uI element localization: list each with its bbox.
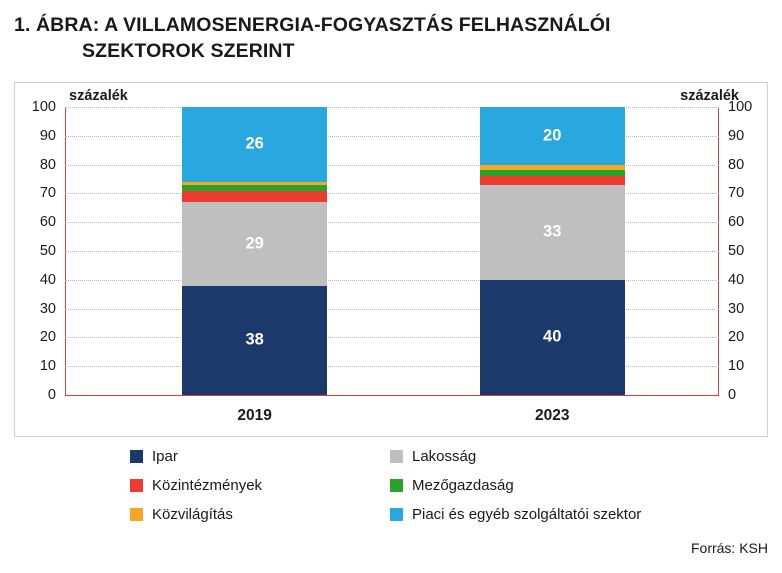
bar-value-label: 26 <box>245 134 264 153</box>
bar-segment <box>182 185 327 191</box>
legend-item <box>390 477 710 494</box>
x-axis-category-label: 2023 <box>534 407 570 424</box>
y-axis-tick-label-right: 90 <box>728 127 745 144</box>
y-axis-tick-label-right: 60 <box>728 213 745 230</box>
legend-swatch <box>130 479 143 492</box>
legend-item <box>130 477 390 494</box>
plot-area <box>31 98 753 424</box>
bar-segment <box>182 182 327 185</box>
legend-item <box>390 448 710 465</box>
source-note: Forrás: KSH <box>690 540 768 556</box>
chart-title-line-1: 1. ÁBRA: A VILLAMOSENERGIA-FOGYASZTÁS FELHASZNÁLÓI <box>14 14 611 36</box>
y-axis-unit-right: százalék <box>680 88 739 104</box>
bar-segment <box>480 280 625 395</box>
legend-swatch <box>390 450 403 463</box>
y-axis-tick-label-left: 70 <box>39 185 56 202</box>
legend-label: Lakosság <box>412 448 477 465</box>
y-axis-tick-label-left: 60 <box>39 213 56 230</box>
y-axis-tick-label-right: 70 <box>728 185 745 202</box>
bar-value-label: 40 <box>543 327 562 346</box>
y-axis-tick-label-left: 90 <box>39 127 56 144</box>
y-axis-tick-label-left: 10 <box>39 357 56 374</box>
legend-label: Piaci és egyéb szolgáltatói szektor <box>412 506 642 523</box>
y-axis-tick-label-right: 40 <box>728 271 745 288</box>
legend-label: Ipar <box>152 448 178 465</box>
bar-column <box>182 107 327 424</box>
legend-item <box>130 506 390 523</box>
y-axis-tick-label-right: 50 <box>728 242 745 259</box>
bar-segment <box>480 176 625 185</box>
y-axis-tick-label-right: 0 <box>728 386 737 403</box>
legend-swatch <box>130 508 143 521</box>
y-axis-tick-label-right: 20 <box>728 329 745 346</box>
bar-segment <box>480 107 625 165</box>
bar-value-label: 20 <box>543 126 562 145</box>
legend-item <box>130 448 390 465</box>
legend-label: Közvilágítás <box>152 506 233 523</box>
bar-column <box>480 107 625 424</box>
legend-swatch <box>130 450 143 463</box>
gridline <box>65 395 719 396</box>
legend-label: Közintézmények <box>152 477 263 494</box>
bar-segment <box>182 191 327 203</box>
bar-segment <box>480 185 625 280</box>
y-axis-tick-label-right: 10 <box>728 357 745 374</box>
y-axis-tick-label-left: 40 <box>39 271 56 288</box>
bar-segment <box>182 286 327 395</box>
x-axis-category-label: 2019 <box>237 407 272 424</box>
y-axis-unit-left: százalék <box>69 88 128 104</box>
y-axis-tick-label-right: 30 <box>728 300 745 317</box>
y-axis-tick-label-left: 100 <box>31 98 56 115</box>
chart-legend <box>130 448 710 523</box>
y-axis-tick-label-left: 30 <box>39 300 56 317</box>
y-axis-tick-label-left: 50 <box>39 242 56 259</box>
bar-segment <box>182 107 327 182</box>
y-axis-tick-label-left: 0 <box>47 386 56 403</box>
y-axis-tick-label-left: 20 <box>39 329 56 346</box>
y-axis-tick-label-right: 100 <box>728 98 753 115</box>
legend-swatch <box>390 508 403 521</box>
bar-segment <box>480 170 625 176</box>
chart-title <box>14 12 754 64</box>
bar-segment <box>182 202 327 286</box>
bar-value-label: 33 <box>543 222 562 241</box>
legend-swatch <box>390 479 403 492</box>
chart-area <box>14 82 768 437</box>
bar-value-label: 29 <box>245 234 264 253</box>
chart-title-line-2: SZEKTOROK SZERINT <box>82 40 295 62</box>
bar-value-label: 38 <box>245 330 264 349</box>
bar-segment <box>480 165 625 171</box>
y-axis-tick-label-right: 80 <box>728 156 745 173</box>
y-axis-tick-label-left: 80 <box>39 156 56 173</box>
legend-item <box>390 506 710 523</box>
legend-label: Mezőgazdaság <box>412 477 514 494</box>
